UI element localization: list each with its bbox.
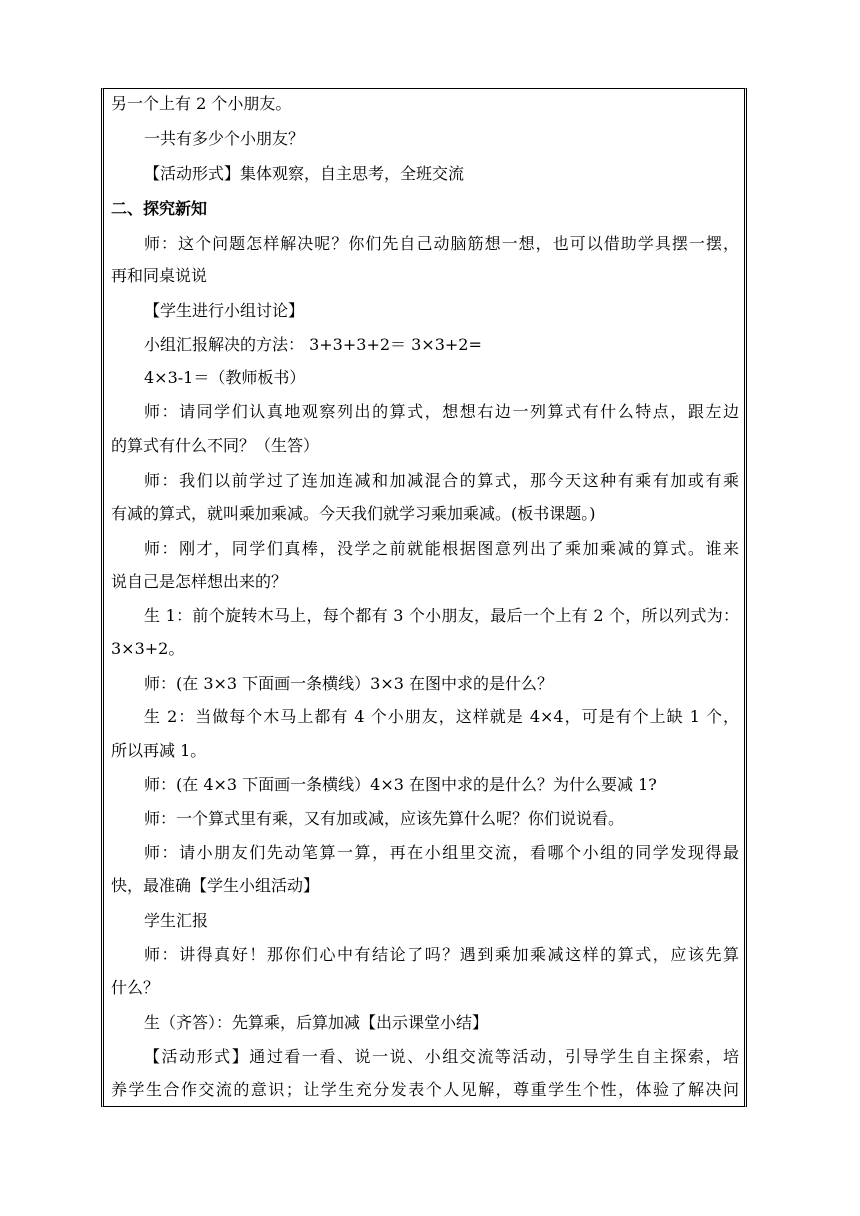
text-line: 3×3+2。 — [111, 639, 185, 658]
text-line: 【学生进行小组讨论】 — [144, 301, 305, 320]
text-line: 有减的算式，就叫乘加乘减。今天我们就学习乘加乘减。(板书课题。) — [111, 504, 596, 523]
text-line: 师：(在 3×3 下面画一条横线）3×3 在图中求的是什么？ — [144, 674, 554, 693]
text-line: 4×3-1＝（教师板书） — [144, 368, 306, 387]
text-line: 生 2：当做每个木马上都有 4 个小朋友，这样就是 4×4，可是有个上缺 1 个， — [144, 707, 739, 726]
text-line: 什么？ — [111, 978, 160, 997]
text-line: 生（齐答）：先算乘，后算加减【出示课堂小结】 — [144, 1013, 489, 1032]
text-line: 另一个上有 2 个小朋友。 — [111, 94, 292, 113]
text-line: 师：我们以前学过了连加连减和加减混合的算式，那今天这种有乘有加或有乘 — [144, 471, 739, 490]
text-line: 生 1：前个旋转木马上，每个都有 3 个小朋友，最后一个上有 2 个，所以列式为： — [144, 606, 739, 625]
text-line: 快，最准确【学生小组活动】 — [111, 876, 320, 895]
text-line: 养学生合作交流的意识；让学生充分发表个人见解，尊重学生个性，体验了解决问 — [111, 1080, 739, 1099]
text-line: 师：这个问题怎样解决呢？你们先自己动脑筋想一想，也可以借助学具摆一摆， — [144, 234, 739, 253]
text-line: 师：一个算式里有乘，又有加或减，应该先算什么呢？你们说说看。 — [144, 809, 625, 828]
text-line: 【活动形式】通过看一看、说一说、小组交流等活动，引导学生自主探索，培 — [144, 1047, 739, 1066]
text-line: 说自己是怎样想出来的？ — [111, 572, 288, 591]
text-line: 学生汇报 — [144, 911, 209, 930]
text-line: 师：讲得真好！那你们心中有结论了吗？遇到乘加乘减这样的算式，应该先算 — [144, 945, 739, 964]
text-line: 师：请同学们认真地观察列出的算式，想想右边一列算式有什么特点，跟左边 — [144, 402, 739, 421]
section-heading: 二、探究新知 — [111, 199, 208, 218]
text-line: 师：刚才，同学们真棒，没学之前就能根据图意列出了乘加乘减的算式。谁来 — [144, 539, 739, 558]
text-line: 师：(在 4×3 下面画一条横线）4×3 在图中求的是什么？为什么要减 1? — [144, 775, 657, 794]
text-line: 小组汇报解决的方法： 3+3+3+2＝ 3×3+2= — [144, 335, 482, 354]
text-line: 【活动形式】集体观察，自主思考，全班交流 — [144, 164, 465, 183]
text-line: 再和同桌说说 — [111, 266, 208, 285]
text-line: 的算式有什么不同？（生答） — [111, 436, 320, 455]
text-line: 所以再减 1。 — [111, 741, 207, 760]
text-line: 师：请小朋友们先动笔算一算，再在小组里交流，看哪个小组的同学发现得最 — [144, 843, 739, 862]
text-line: 一共有多少个小朋友？ — [144, 129, 305, 148]
